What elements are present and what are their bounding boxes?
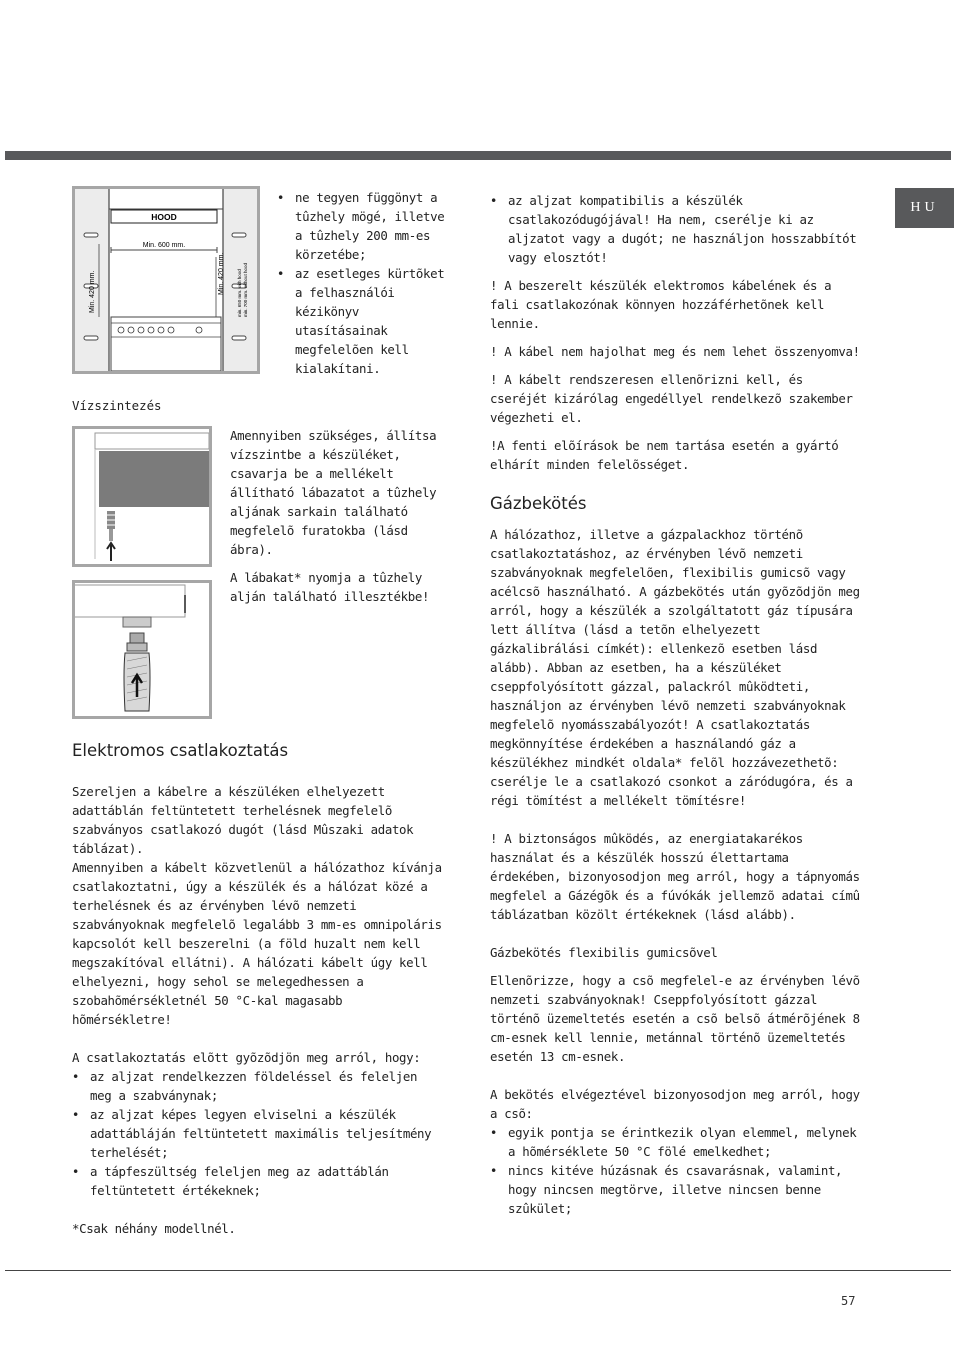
leveling-paragraph-2: A lábakat* nyomja a tûzhely alján található illesztékbe!: [230, 570, 430, 604]
min-600-label: Min. 600 mm.: [142, 242, 186, 249]
leveling-instructions: [230, 426, 445, 606]
note-no-bending: ! A kábel nem hajolhat meg és nem lehet összenyomva!: [490, 344, 860, 359]
leveling-figure-1: [72, 426, 212, 567]
flex-bullet-temperature: • egyik pontja se érintkezik olyan elemmel, melynek a hõmérséklete 50 °C fölé emelkedhet;: [490, 1123, 865, 1161]
bottom-divider: [5, 1270, 951, 1271]
bullet-chimney: • az esetleges kürtõket a felhasználói kézikönyv utasításainak megfelelõen kell kialakítani.: [277, 264, 452, 378]
electric-bullet-voltage: • a tápfeszültség feleljen meg az adattáblán feltüntetett értékeknek;: [72, 1162, 442, 1200]
leveling-paragraph-1: Amennyiben szükséges, állítsa vízszintbe a készüléket, csavarja be a mellékelt állítható lábazatot a tûzhely aljának sarkain található megfelelõ furatokba (lásd ábra).: [230, 428, 437, 557]
bullet-socket-compatible: • az aljzat kompatibilis a készülék csatlakozódugójával! Ha nem, cserélje ki az aljzatot vagy a dugót; ne használjon hosszabbítót vagy elosztót!: [490, 191, 862, 267]
note-accessible: ! A beszerelt készülék elektromos kábelének és a fali csatlakozónak könnyen hozzáférhetõnek kell lennie.: [490, 278, 832, 331]
hood-clearance-figure: [72, 186, 260, 374]
gas-paragraph-1: A hálózathoz, illetve a gázpalackhoz történõ csatlakoztatáshoz, az érvényben lévõ nemzeti szabványoknak megfelelõen, flexibilis gumicsõ vagy acélcsõ használható. A gázbekötés után gyõzõdjön meg arról, hogy a készülék a szolgáltatott gáz típusára lett állítva (lásd a tetõn elhelyezett gázkalibrálási címkét): ellenkezõ esetben lásd alább). Abban az esetben, ha a készüléket cseppfolyósított gázzal, palackról mûködteti, használjon az érvényben lévõ nemzeti szabványoknak megfelelõ nyomásszabályozót! A csatlakoztatás megkönnyítése érdekében a használandó gáz a készülékhez mindkét oldala* felõl hozzávezethetõ: cserélje le a csatlakozó csonkot a záródugóra, és a régi tömítést a mellékelt tömítésre!: [490, 527, 860, 808]
flex-hose-title: Gázbekötés flexibilis gumicsõvel: [490, 945, 718, 960]
electric-heading: Elektromos csatlakoztatás: [72, 741, 289, 760]
hood-label: HOOD: [151, 212, 177, 222]
note-liability: !A fenti elõírások be nem tartása esetén a gyártó elhárít minden felelõsséget.: [490, 438, 839, 472]
footnote: *Csak néhány modellnél.: [72, 1221, 236, 1236]
electric-bullet-earthing: • az aljzat rendelkezzen földeléssel és feleljen meg a szabványnak;: [72, 1067, 442, 1105]
electric-section: [72, 782, 442, 1238]
electric-bullet-load: • az aljzat képes legyen elviselni a készülék adattábláján feltüntetett maximális teljesítmény terhelését;: [72, 1105, 442, 1162]
note-inspection: ! A kábelt rendszeresen ellenõrizni kell, és cseréjét kizárólag engedéllyel rendelkezõ szakember végezheti el.: [490, 372, 853, 425]
electric-paragraph-2: Amennyiben a kábelt közvetlenül a hálózathoz kívánja csatlakoztatni, úgy a készülék és a hálózat közé a terhelésnek és az érvényben lévõ nemzeti szabványoknak megfelelõ legalább 3 mm-es omnipoláris kapcsolót kell beszerelni (a föld huzalt nem kell megszakítóval ellátni). A hálózati kábelt úgy kell elhelyezni, hogy sehol se melegedhessen a szobahõmérsékletnél 50 °C-kal magasabb hõmérsékletre!: [72, 860, 442, 1027]
placement-bullets: [277, 188, 452, 378]
min-420-left-label: Min. 420 mm.: [89, 270, 96, 313]
electric-paragraph-1: Szereljen a kábelre a készüléken elhelyezett adattáblán feltüntetett terhelésnek megfelelõ szabványos csatlakozó dugót (lásd Mûszaki adatok táblázat).: [72, 784, 414, 856]
bullet-curtain: • ne tegyen függönyt a tûzhely mögé, illetve a tûzhely 200 mm-es körzetébe;: [277, 188, 452, 264]
flex-bullet-tension: • nincs kitéve húzásnak és csavarásnak, valamint, hogy nincsen megtörve, illetve nincsen benne szûkület;: [490, 1161, 865, 1218]
flex-check-intro: A bekötés elvégeztével bizonyosodjon meg arról, hogy a csõ:: [490, 1087, 860, 1121]
top-divider-bar: [5, 151, 951, 160]
leveling-title: Vízszintezés: [72, 398, 162, 413]
gas-heading: Gázbekötés: [490, 494, 587, 513]
hood-note-1: min. 650 mm. with hood: [237, 269, 242, 317]
language-tab: HU: [895, 188, 954, 228]
hood-note-2: min. 700 mm. without hood: [243, 262, 248, 317]
gas-paragraph-2: ! A biztonságos mûködés, az energiatakarékos használat és a készülék hosszú élettartama érdekében, bizonyosodjon meg arról, hogy a tápnyomás megfelel a Gázégõk és a fúvókák jellemzõ adatai címû táblázatban közölt értékeknek (lásd alább).: [490, 831, 860, 922]
min-420-right-label: Min. 420 mm.: [218, 252, 225, 295]
flex-hose-paragraph: Ellenõrizze, hogy a csõ megfelel-e az érvényben lévõ nemzeti szabványoknak! Cseppfolyósított gázzal történõ üzemeltetés esetén a csõ belsõ átmérõjének 8 cm-esnek kell lennie, metánnal történõ üzemeltetés esetén 13 cm-esnek.: [490, 973, 860, 1064]
electric-check-intro: A csatlakoztatás elõtt gyõzõdjön meg arról, hogy:: [72, 1050, 421, 1065]
gas-section: [490, 525, 865, 1218]
page-number: 57: [841, 1294, 856, 1308]
electric-continued: [490, 191, 862, 474]
leveling-figure-2: [72, 580, 212, 719]
